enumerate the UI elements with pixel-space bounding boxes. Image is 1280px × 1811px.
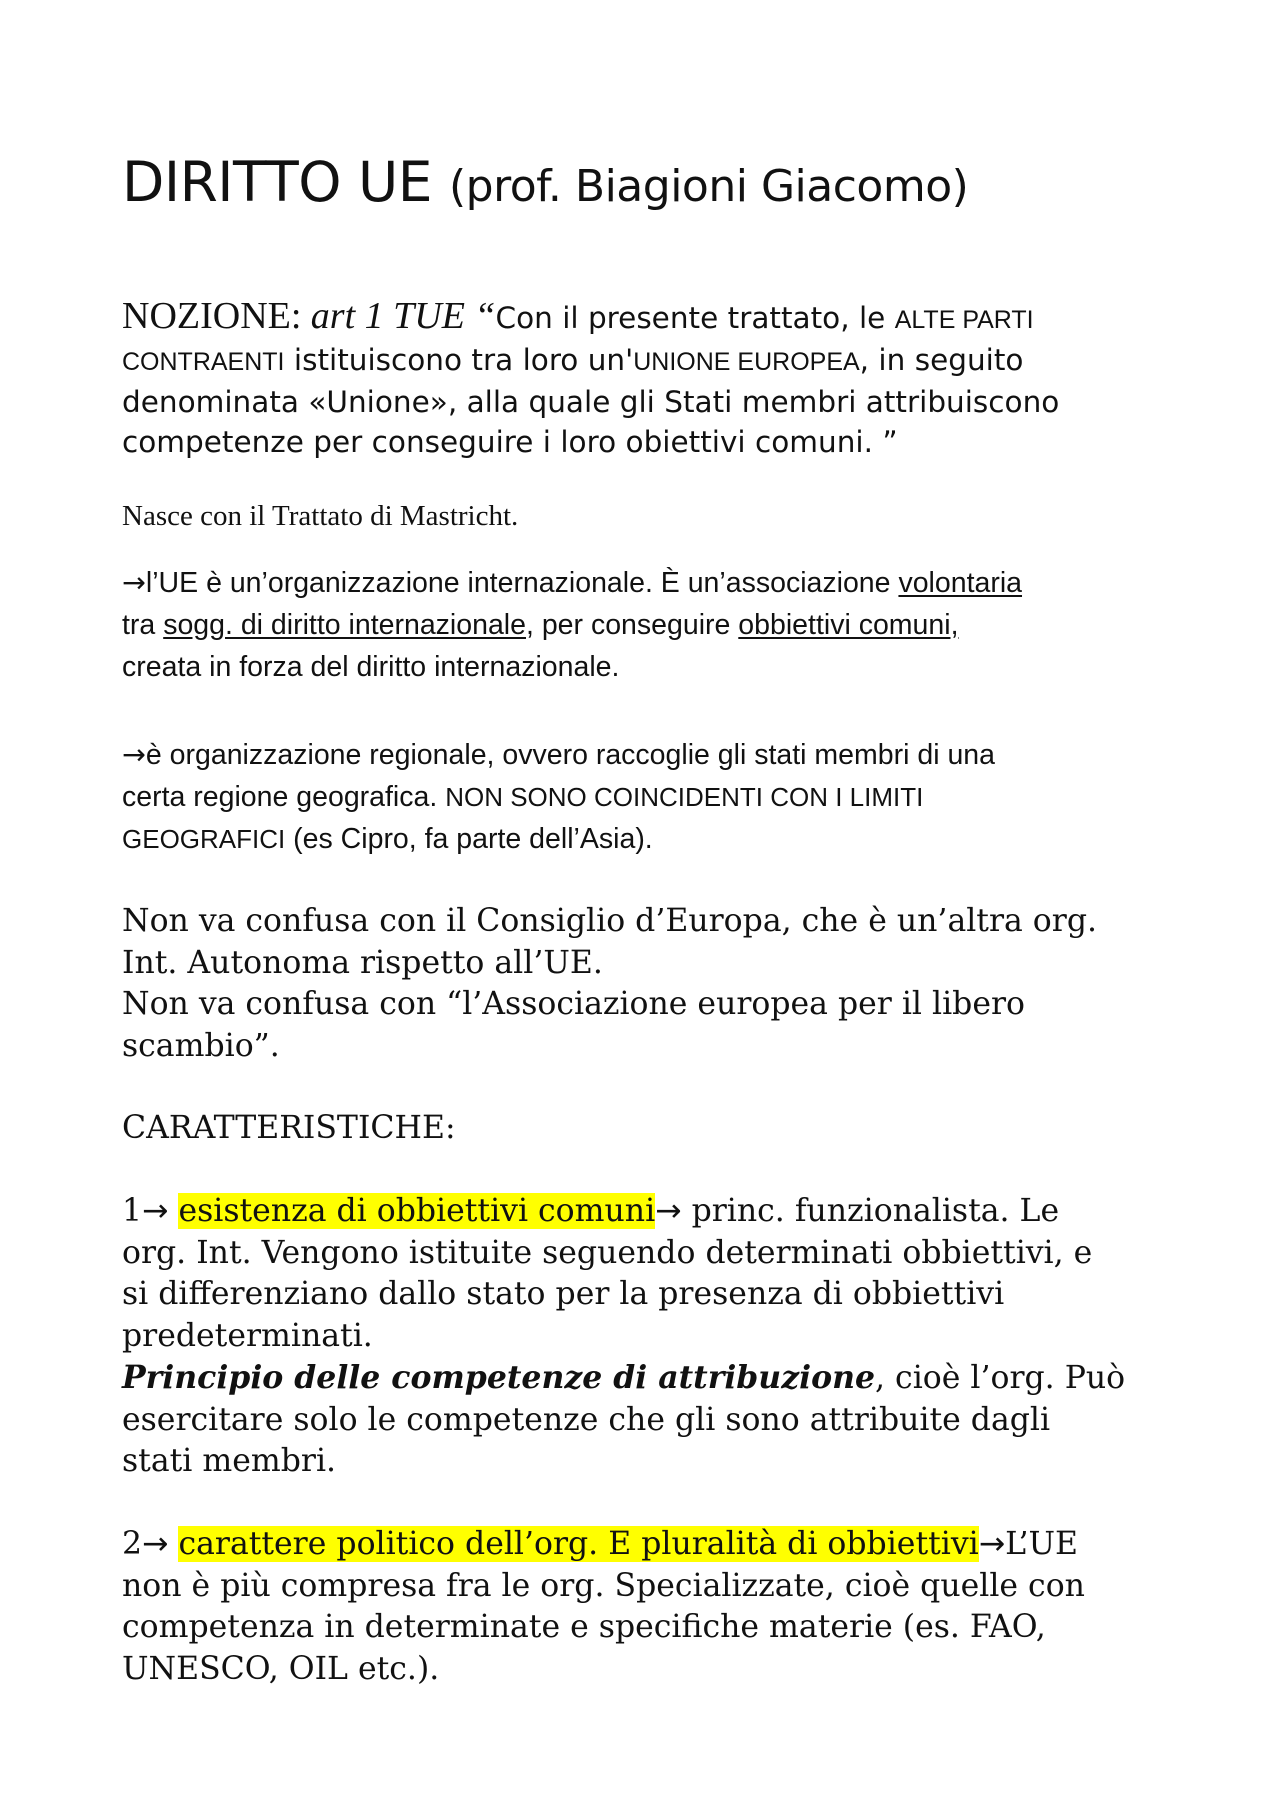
nozione-line-3: denominata «Unione», alla quale gli Stati membri attribuiscono (122, 385, 1060, 419)
item-1-principle: Principio delle competenze di attribuzione (122, 1359, 876, 1396)
arrow-right-icon: → (655, 1193, 682, 1229)
p2-line-3 (122, 818, 1182, 860)
nozione-text-2: istituiscono tra loro un' (284, 343, 634, 377)
item-2-line-2: non è più compresa fra le org. Specializzate, cioè quelle con (122, 1567, 1085, 1604)
arrow-right-icon: → (122, 738, 146, 771)
p3-line-2: Int. Autonoma rispetto all’UE. (122, 944, 603, 981)
p2-line-1 (122, 734, 1182, 776)
p1-text-c: , per conseguire (526, 609, 739, 641)
p1-text-b: tra (122, 609, 164, 641)
p2-text-3: (es Cipro, fa parte dell’Asia). (285, 823, 653, 855)
item-1-obbiettivi-comuni (122, 1191, 1182, 1483)
p3-line-4: scambio”. (122, 1027, 280, 1064)
nozione-line-2 (122, 340, 1182, 382)
p3-line-3: Non va confusa con “l’Associazione europea per il libero (122, 986, 1025, 1022)
p1-underline-sogg: sogg. di diritto internazionale (163, 609, 526, 641)
paragraph-non-confusa (122, 901, 1182, 1067)
paragraph-organizzazione-regionale (122, 734, 1182, 860)
item-2-number: 2 (122, 1526, 143, 1562)
item-1-text-5: , cioè l’org. Può (875, 1360, 1126, 1396)
nozione-caps-3: UNIONE EUROPEA (633, 348, 860, 376)
title-professor: (prof. Biagioni Giacomo) (449, 161, 969, 212)
nozione-line-1 (122, 296, 1182, 340)
nozione-article: art 1 TUE (310, 295, 465, 337)
p2-text-1: è organizzazione regionale, ovvero raccoglie gli stati membri di una (145, 739, 996, 771)
nozione-text-1: Con il presente trattato, le (495, 301, 895, 335)
item-1-line-3: si differenziano dallo stato per la presenza di obbiettivi (122, 1276, 1005, 1312)
paragraph-organizzazione-internazionale (122, 562, 1182, 688)
nozione-paragraph (122, 296, 1182, 462)
title-text: DIRITTO UE (122, 150, 433, 214)
item-1-line-1 (122, 1191, 1182, 1233)
item-1-highlight: esistenza di obbiettivi comuni (178, 1193, 656, 1229)
p3-line-1: Non va confusa con il Consiglio d’Europa, che è un’altra org. (122, 903, 1098, 939)
nozione-text-3: , in seguito (859, 343, 1024, 377)
item-2-line-1 (122, 1524, 1182, 1566)
nasce-line: Nasce con il Trattato di Mastricht. (122, 500, 519, 532)
arrow-right-icon: → (122, 566, 146, 599)
item-2-line-4: UNESCO, OIL etc.). (122, 1650, 440, 1687)
item-1-number: 1 (122, 1193, 143, 1229)
p1-line-2 (122, 604, 1182, 646)
p1-underline-obbiettivi: obbiettivi comuni, (738, 609, 959, 641)
nozione-caps-1: ALTE PARTI (894, 306, 1034, 334)
p1-underline-volontaria: volontaria (898, 567, 1023, 599)
arrow-right-icon: → (142, 1526, 169, 1562)
item-1-text-1: princ. funzionalista. Le (681, 1193, 1060, 1229)
p2-caps-3: GEOGRAFICI (122, 824, 286, 854)
nozione-line-4: competenze per conseguire i loro obiettivi comuni. ” (122, 425, 898, 459)
arrow-right-icon: → (978, 1526, 1006, 1562)
item-1-line-7: stati membri. (122, 1443, 337, 1479)
item-2-highlight: carattere politico dell’org. E pluralità di obbiettivi (178, 1526, 979, 1562)
p1-text-a: l’UE è un’organizzazione internazionale. È un’associazione (145, 567, 899, 599)
p1-line-1 (122, 562, 1182, 604)
arrow-right-icon: → (142, 1193, 169, 1229)
item-1-line-6: esercitare solo le competenze che gli sono attribuite dagli (122, 1401, 1051, 1438)
caratteristiche-heading: CARATTERISTICHE: (122, 1110, 456, 1146)
p2-caps-2: NON SONO COINCIDENTI CON I LIMITI (445, 782, 924, 812)
item-1-line-2: org. Int. Vengono istituite seguendo determinati obbiettivi, e (122, 1234, 1093, 1271)
open-quote: “ (474, 295, 496, 337)
item-1-line-4: predeterminati. (122, 1317, 373, 1354)
p2-text-2a: certa regione geografica. (122, 781, 446, 813)
nozione-caps-2: CONTRAENTI (122, 348, 285, 376)
p1-line-3: creata in forza del diritto internazionale. (122, 651, 620, 683)
page-title (122, 150, 968, 214)
p2-line-2 (122, 776, 1182, 818)
item-2-line-3: competenza in determinate e specifiche materie (es. FAO, (122, 1609, 1046, 1645)
item-2-carattere-politico (122, 1524, 1182, 1690)
nozione-label: NOZIONE: (122, 295, 302, 337)
item-2-text-1: L’UE (1005, 1526, 1079, 1562)
item-1-line-5 (122, 1357, 1182, 1400)
